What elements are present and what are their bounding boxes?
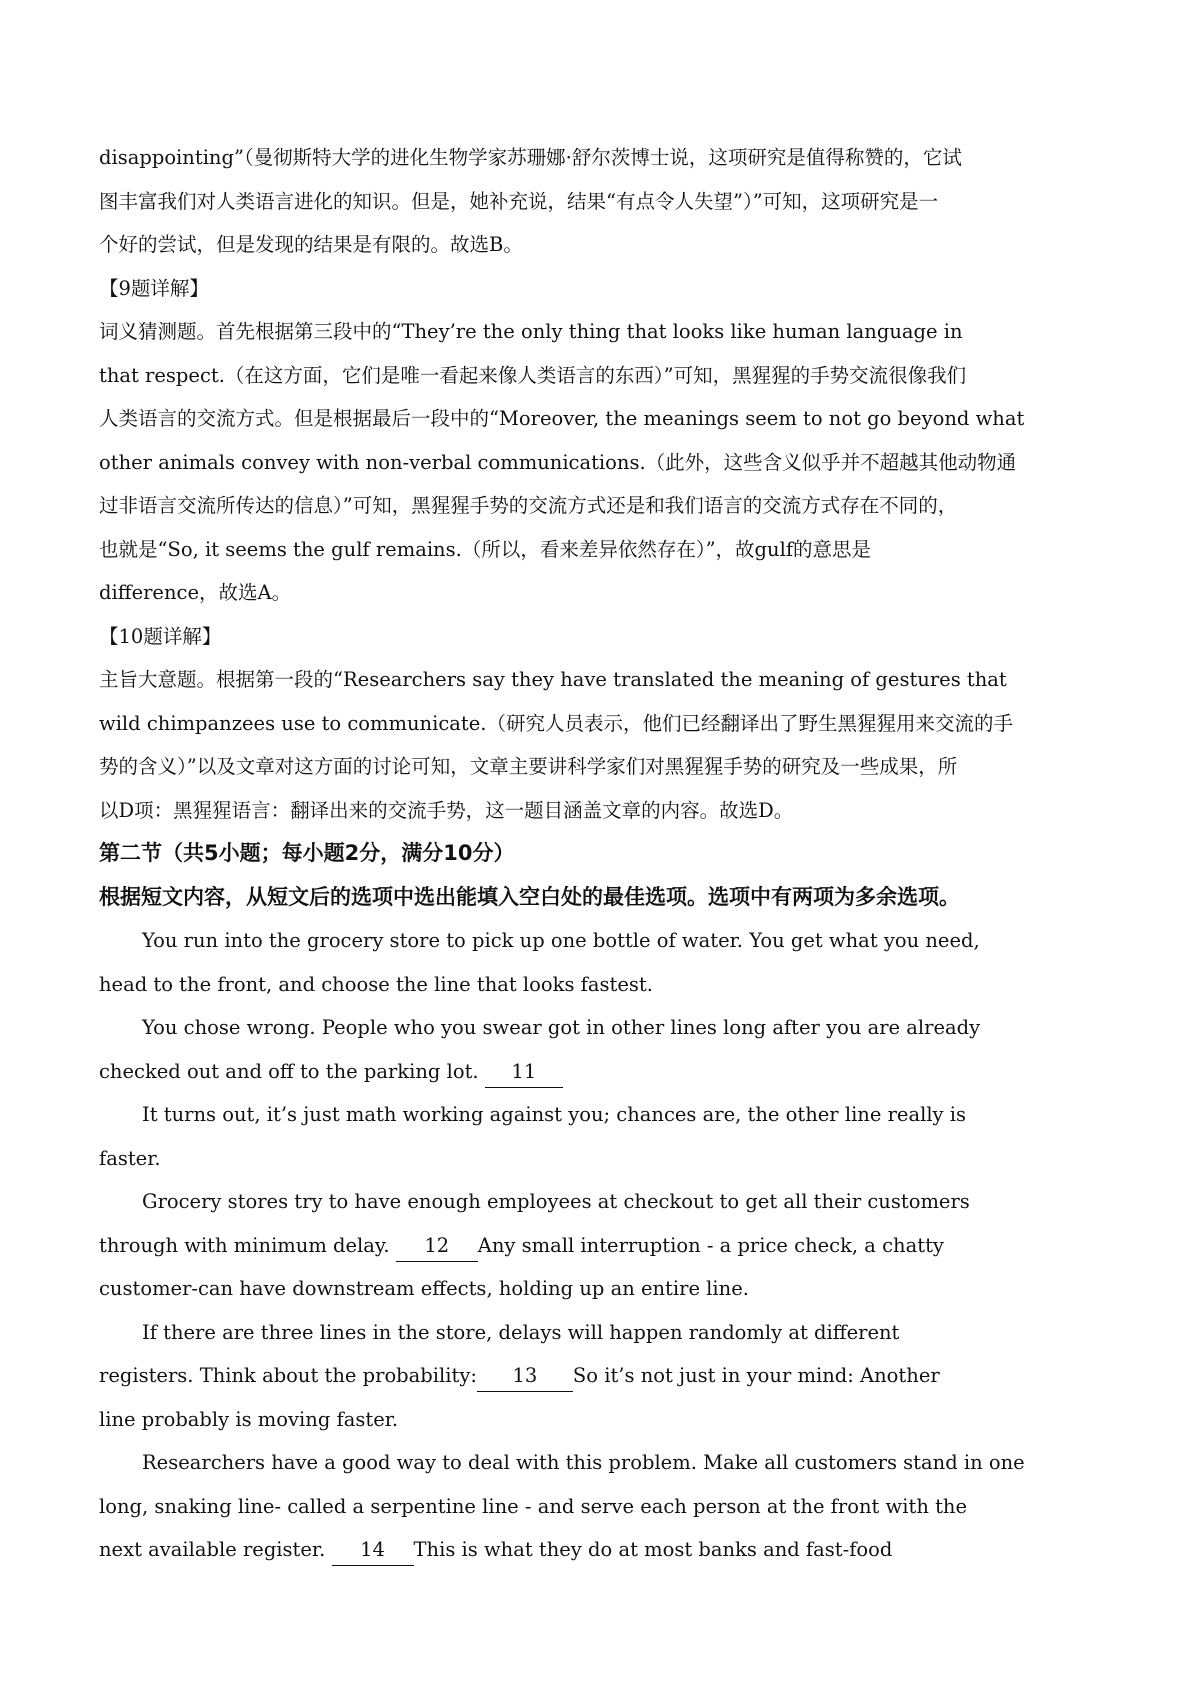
explanation-10 (99, 615, 1119, 833)
text-line: 以D项：黑猩猩语言：翻译出来的交流手势，这一题目涵盖文章的内容。故选D。 (99, 798, 794, 822)
passage-line: It turns out, it’s just math working against you; chances are, the other line really is (142, 1103, 967, 1126)
passage-line: Grocery stores try to have enough employees at checkout to get all their customers (142, 1190, 970, 1213)
text-line: wild chimpanzees use to communicate.（研究人员表示，他们已经翻译出了野生黑猩猩用来交流的手 (99, 711, 1013, 735)
passage-line: long, snaking line- called a serpentine line - and serve each person at the front with the (99, 1494, 968, 1518)
passage-line: You run into the grocery store to pick up one bottle of water. You get what you need, (142, 929, 980, 952)
passage-line: line probably is moving faster. (99, 1407, 399, 1431)
passage-line: Researchers have a good way to deal with this problem. Make all customers stand in one (142, 1451, 1025, 1474)
section-title: 第二节（共5小题；每小题2分，满分10分） (99, 841, 515, 865)
text-line: 主旨大意题。根据第一段的“Researchers say they have translated the meaning of gestures that (99, 668, 1007, 691)
passage (99, 919, 1119, 1572)
passage-line (99, 1224, 1119, 1268)
text-line: other animals convey with non-verbal communications.（此外，这些含义似乎并不超越其他动物通 (99, 450, 1017, 474)
passage-line (99, 1528, 1119, 1572)
passage-line: If there are three lines in the store, delays will happen randomly at different (142, 1320, 900, 1344)
text-line: 个好的尝试，但是发现的结果是有限的。故选B。 (99, 233, 523, 256)
passage-line: head to the front, and choose the line that looks fastest. (99, 972, 653, 996)
passage-text: next available register. (99, 1538, 326, 1561)
passage-text: through with minimum delay. (99, 1233, 390, 1257)
text-line: difference，故选A。 (99, 581, 292, 604)
passage-line (99, 1050, 1119, 1094)
passage-text: This is what they do at most banks and fast-food (413, 1538, 893, 1561)
passage-text: checked out and off to the parking lot. (99, 1059, 479, 1083)
text-line: 势的含义）”以及文章对这方面的讨论可知，文章主要讲科学家们对黑猩猩手势的研究及一些成果，所 (99, 755, 958, 778)
passage-text: Any small interruption - a price check, a chatty (477, 1233, 944, 1257)
passage-text: registers. Think about the probability: (99, 1364, 477, 1387)
passage-line: You chose wrong. People who you swear got in other lines long after you are already (142, 1016, 981, 1039)
text-line: 词义猜测题。首先根据第三段中的“They’re the only thing that looks like human language in (99, 320, 963, 343)
text-line: 人类语言的交流方式。但是根据最后一段中的“Moreover, the meanings seem to not go beyond what (99, 407, 1025, 430)
text-line: 图丰富我们对人类语言进化的知识。但是，她补充说，结果“有点令人失望”）”可知，这项研究是一 (99, 189, 939, 213)
passage-line: customer-can have downstream effects, holding up an entire line. (99, 1277, 749, 1300)
document-page (99, 136, 1119, 1572)
text-line: 也就是“So, it seems the gulf remains.（所以，看来差异依然存在）”，故gulf的意思是 (99, 537, 872, 561)
text-line: disappointing”（曼彻斯特大学的进化生物学家苏珊娜·舒尔茨博士说，这项研究是值得称赞的，它试 (99, 146, 962, 169)
text-line: that respect.（在这方面，它们是唯一看起来像人类语言的东西）”可知，黑猩猩的手势交流很像我们 (99, 363, 967, 387)
explanation-heading: 【9题详解】 (99, 276, 209, 300)
explanation-9 (99, 267, 1119, 615)
blank-12: 12 (396, 1231, 478, 1262)
explanation-8 (99, 136, 1119, 267)
text-line: 过非语言交流所传达的信息）”可知，黑猩猩手势的交流方式还是和我们语言的交流方式存在不同的， (99, 494, 958, 517)
blank-13: 13 (477, 1361, 573, 1392)
passage-line: faster. (99, 1146, 161, 1170)
section-2-header (99, 832, 1119, 919)
blank-11: 11 (485, 1057, 563, 1088)
passage-line (99, 1354, 1119, 1398)
section-instruction: 根据短文内容，从短文后的选项中选出能填入空白处的最佳选项。选项中有两项为多余选项。 (99, 884, 960, 909)
explanation-heading: 【10题详解】 (99, 624, 222, 648)
passage-text: So it’s not just in your mind: Another (572, 1364, 940, 1387)
blank-14: 14 (332, 1535, 414, 1566)
